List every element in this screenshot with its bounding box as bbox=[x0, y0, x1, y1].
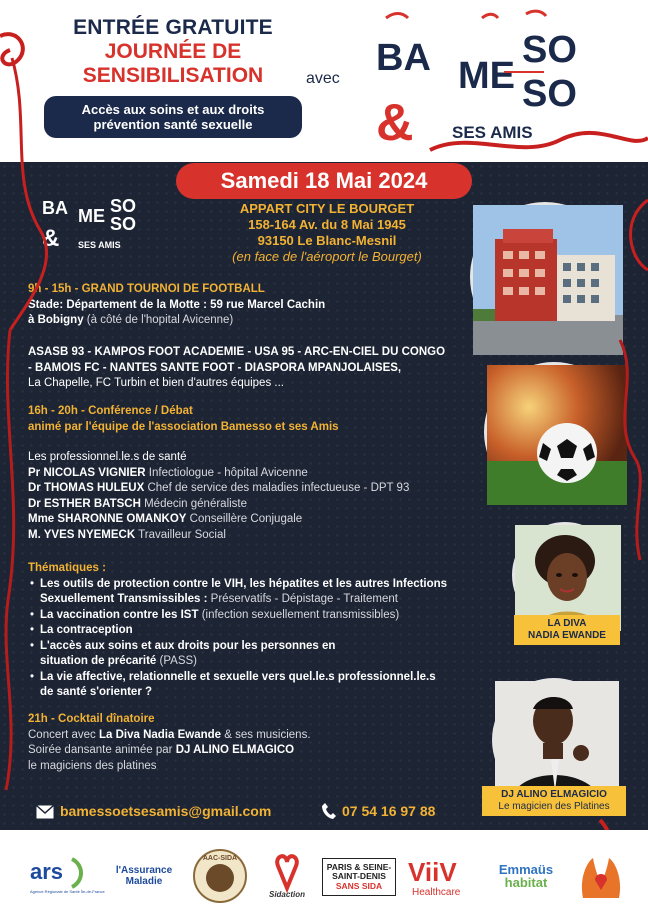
teams-line-2: - BAMOIS FC - NANTES SANTE FOOT - DIASPORA MPANJOLAISES, bbox=[28, 361, 402, 374]
dj-caption: DJ ALINO ELMAGICIO Le magicien des Platines bbox=[482, 786, 626, 816]
acces-line-1: Accès aux soins et aux droits bbox=[81, 102, 265, 117]
venue-line-2: 158-164 Av. du 8 Mai 1945 bbox=[248, 217, 406, 232]
conference-section bbox=[28, 404, 488, 435]
pro-row: M. YVES NYEMECK Travailleur Social bbox=[28, 528, 226, 541]
professionals-section bbox=[28, 450, 498, 543]
soccer-ball-photo bbox=[484, 362, 624, 502]
ars-logo bbox=[28, 848, 105, 904]
teams-line-1: ASASB 93 - KAMPOS FOOT ACADEMIE - USA 95 - ARC-EN-CIEL DU CONGO bbox=[28, 346, 446, 358]
logo-so: SO bbox=[522, 29, 577, 71]
venue-note: (en face de l'aéroport le Bourget) bbox=[232, 249, 422, 264]
cocktail-section: 21h - Cocktail dînatoire Concert avec La Diva Nadia Ewande & ses musiciens. Soirée dansante animée par DJ ALINO ELMAGICO le magiciens des platines bbox=[28, 712, 468, 774]
header-title-block bbox=[42, 16, 304, 138]
bamesso-logo bbox=[374, 10, 624, 155]
logo-accent-3 bbox=[526, 11, 546, 16]
conference-line: animé par l'équipe de l'association Bamesso et ses Amis bbox=[28, 420, 339, 433]
acces-line-2: prévention santé sexuelle bbox=[93, 117, 253, 132]
sidaction-logo: Sidaction bbox=[262, 848, 312, 904]
thematiques-section bbox=[28, 561, 508, 701]
list-item: • La vaccination contre les IST (infection sexuellement transmissibles) bbox=[28, 608, 508, 624]
svg-text:AAC-SIDA: AAC-SIDA bbox=[202, 855, 238, 862]
aac-sida-logo bbox=[190, 848, 250, 904]
sponsor-strip bbox=[0, 830, 648, 919]
bamesso-logo-small bbox=[40, 188, 170, 256]
list-item: • L'accès aux soins et aux droits pour les personnes en situation de précarité (PASS) bbox=[28, 639, 508, 670]
svg-text:&: & bbox=[42, 225, 60, 252]
football-title: 9h - 15h - GRAND TOURNOI DE FOOTBALL bbox=[28, 283, 265, 295]
paris-sans-sida-logo: PARIS & SEINE- SAINT-DENIS SANS SIDA bbox=[322, 858, 396, 896]
email-contact[interactable] bbox=[36, 802, 271, 820]
bobigny-note: (à côté de l'hopital Avicenne) bbox=[86, 314, 234, 326]
logo-ba: BA bbox=[376, 37, 431, 79]
thematiques-list bbox=[28, 577, 508, 701]
viiv-logo bbox=[404, 848, 476, 904]
conference-title: 16h - 20h - Conférence / Débat bbox=[28, 405, 193, 417]
cocktail-title: 21h - Cocktail dînatoire bbox=[28, 713, 155, 725]
svg-text:ViiV: ViiV bbox=[408, 857, 457, 887]
pro-row: Dr ESTHER BATSCH Médecin généraliste bbox=[28, 497, 248, 510]
pro-row: Mme SHARONNE OMANKOY Conseillère Conjugale bbox=[28, 513, 303, 525]
svg-text:SES AMIS: SES AMIS bbox=[78, 240, 121, 250]
teams-line-3: La Chapelle, FC Turbin et bien d'autres équipes ... bbox=[28, 377, 284, 389]
header bbox=[0, 0, 648, 162]
svg-text:ME: ME bbox=[78, 206, 105, 226]
diva-portrait bbox=[512, 522, 618, 628]
logo-ses-amis: SES AMIS bbox=[452, 123, 533, 142]
acces-banner bbox=[44, 96, 302, 138]
bobigny: à Bobigny bbox=[28, 314, 84, 326]
phone-contact[interactable] bbox=[322, 802, 435, 820]
venue-address bbox=[202, 201, 452, 265]
journee-line-1: JOURNÉE DE bbox=[104, 40, 242, 63]
logo-accent-1 bbox=[386, 14, 408, 19]
journee-line-2: SENSIBILISATION bbox=[82, 64, 264, 87]
pros-intro: Les professionnel.le.s de santé bbox=[28, 451, 187, 463]
svg-text:Agence Régionale de Santé Île-: Agence Régionale de Santé Île-de-France bbox=[30, 889, 105, 894]
football-section bbox=[28, 282, 468, 329]
venue-line-1: APPART CITY LE BOURGET bbox=[239, 201, 415, 216]
logo-me: ME bbox=[458, 55, 515, 97]
venue-line-3: 93150 Le Blanc-Mesnil bbox=[257, 233, 397, 248]
logo-amp: & bbox=[376, 94, 414, 152]
free-entry-title: ENTRÉE GRATUITE bbox=[73, 16, 273, 39]
pro-row: Dr THOMAS HULEUX Chef de service des maladies infectueuse - DPT 93 bbox=[28, 482, 410, 494]
svg-text:Healthcare: Healthcare bbox=[412, 887, 461, 898]
svg-text:SO: SO bbox=[110, 214, 137, 234]
thematiques-title: Thématiques : bbox=[28, 562, 106, 574]
diva-caption: LA DIVA NADIA EWANDE bbox=[514, 615, 620, 645]
teams-section bbox=[28, 345, 478, 392]
phone-text[interactable]: 07 54 16 97 88 bbox=[342, 803, 436, 819]
assurance-maladie-logo: l'Assurance Maladie bbox=[115, 865, 173, 887]
hands-logo bbox=[572, 848, 630, 904]
svg-text:ars: ars bbox=[30, 859, 64, 884]
phone-icon bbox=[322, 803, 336, 819]
list-item: • La vie affective, relationnelle et sexuelle vers quel.le.s professionnel.le.s de santé s'orienter ? bbox=[28, 670, 508, 701]
event-date: Samedi 18 Mai 2024 bbox=[176, 163, 472, 199]
svg-text:SO: SO bbox=[522, 73, 577, 115]
svg-text:SO: SO bbox=[110, 196, 137, 216]
emmaus-habitat-logo: Emmaüs habitat bbox=[498, 862, 554, 890]
dj-portrait bbox=[492, 678, 616, 802]
email-text[interactable]: bamessoetsesamis@gmail.com bbox=[60, 803, 272, 819]
list-item: • La contraception bbox=[28, 623, 508, 639]
envelope-icon bbox=[36, 805, 54, 819]
avec-text: avec bbox=[306, 70, 340, 87]
pro-row: Pr NICOLAS VIGNIER Infectiologue - hôpital Avicenne bbox=[28, 466, 308, 479]
logo-accent-2 bbox=[482, 14, 498, 18]
svg-text:BA: BA bbox=[42, 198, 68, 218]
stade-line: Stade: Département de la Motte : 59 rue Marcel Cachin bbox=[28, 298, 326, 311]
hotel-photo bbox=[470, 202, 620, 352]
list-item: • Les outils de protection contre le VIH, les hépatites et les autres Infections Sexuellement Transmissibles : Préservatifs - Dépistage - Traitement bbox=[28, 577, 508, 608]
